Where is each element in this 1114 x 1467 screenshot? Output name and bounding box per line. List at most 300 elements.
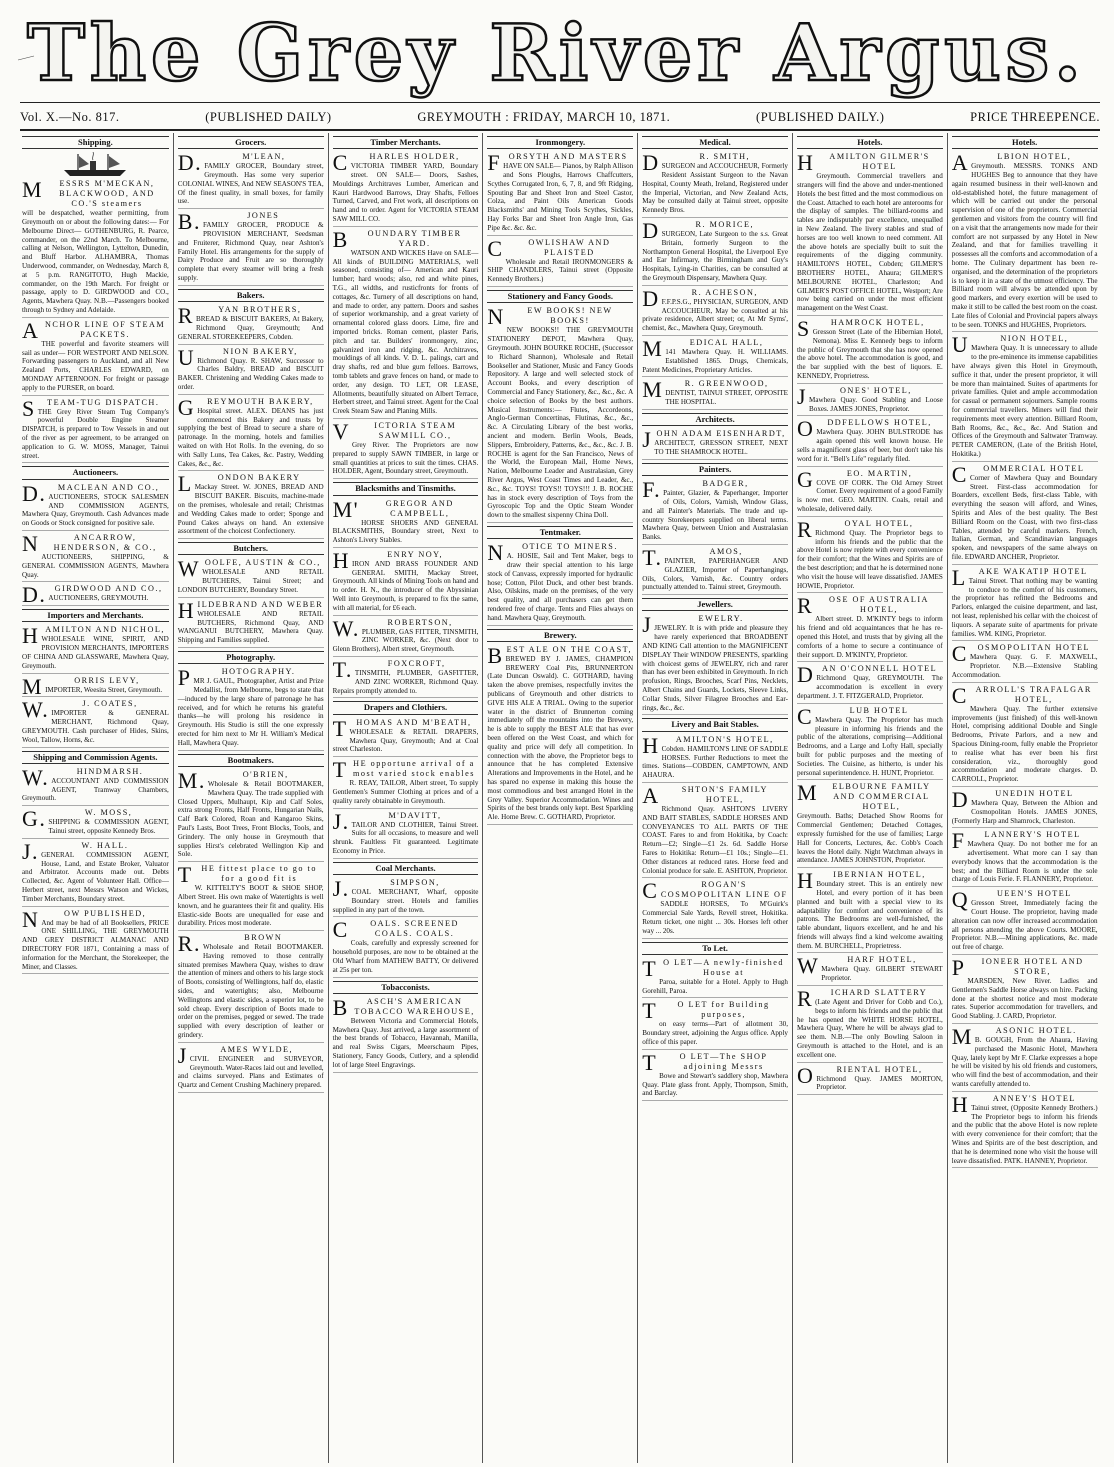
advertisement-body: Hospital street. ALEX. DEANS has just commenced this Bakery and trusts by supplying the best of Bread to secure a share of patronage. In the morning, hotels and families waited on with Hot Rolls. In the evening, do so with Sally Luns, Tea Cakes, &c. Pastry, Wedding Cakes, &c., &c. <box>177 406 324 468</box>
section-heading: Blacksmiths and Tinsmiths. <box>333 482 479 495</box>
section-heading: Jewellers. <box>642 598 788 611</box>
advertisement <box>796 516 943 594</box>
section-heading: Shipping and Commission Agents. <box>22 751 169 764</box>
advertisement-heading: COSMOPOLITAN HOTEL <box>951 641 1090 667</box>
advertisement-heading: THE fittest place to go to for a good fit is <box>177 862 317 888</box>
advertisement-body: Mawhera Quay. JOHN BULSTRODE has again opened this well known house. He sells a magnificent glass of beer, but don't take his word for it. "Bell's Life" regularly filed. <box>796 428 943 463</box>
advertisement-body: Wholesale and Retail IRONMONGERS & SHIP CHANDLERS, Tainui street (Opposite Kennedy Brothers.) <box>487 257 634 284</box>
advertisement-body: JEWELRY. It is with pride and pleasure they have rarely experienced that BROADBENT AND KING Call attention to the MAGNIFICENT DISPLAY Their WINDOW PRESENTS, sparkling with choicest gems of JEWELRY, rich and rarer than has ever been exhibited in Greymouth. In rich profusion, Rings, Brooches, Scarf Pins, Necklets, Albert Chains and Guards, Lockets, Sleeve Links, Collar Studs, Silver Filagree Brooches and Ear-rings, &c., &c. <box>642 624 788 712</box>
advertisement-heading: HILDEBRAND AND WEBER <box>177 597 324 623</box>
advertisement-body: Mawhera Quay. GILBERT STEWART Proprietor. <box>821 965 943 983</box>
section-heading: Ironmongery. <box>487 136 633 149</box>
advertisement <box>797 152 943 316</box>
advertisement-body: Bowe and Stewart's saddlery shop, Mawhera Quay. Plate glass front. Apply, Thompson, Smith, and Barclay. <box>642 1071 788 1098</box>
advertisement <box>177 344 324 395</box>
advertisement <box>642 614 788 715</box>
advertisement-heading: TO LET for Building purposes, <box>642 998 770 1024</box>
advertisement-heading: ORIENTAL HOTEL, <box>796 1062 923 1088</box>
advertisement <box>952 334 1098 461</box>
advertisement-heading: TO LET—A newly-finished House at <box>642 955 784 981</box>
advertisement <box>952 152 1098 332</box>
advertisement-heading: ASHTON'S FAMILY HOTEL, <box>642 782 768 808</box>
masthead <box>0 0 1114 100</box>
advertisement-body: SURGEON, Late Surgeon to the s.s. Great Britain, formerly Surgeon to the Northampton General Hospital, the Liverpool Eye and Ear Infirmary, the Birmingham and Guy's Hospitals, Lying-in Charities, can be consulted at the Greymouth Dispensary, Mawhera Quay. <box>642 230 788 283</box>
advertisement-body: COVE OF CORK. The Old Arney Street Corner. Every requirement of a good Family is now met. GEO. MARTIN. Coals, retail and wholesale, delivered daily. <box>796 478 943 513</box>
dateline-bottom-rule <box>20 129 1100 131</box>
advertisement-body: NEW BOOKS!! THE GREYMOUTH STATIONERY DEPOT, Mawhera Quay, Greymouth. JOHN BOURKE ROCHE, (Successor to Richard Shannon), Wholesale and Retail Bookseller and Stationer, Music and Fancy Goods Repository. A large and well selected stock of Account Books, and every description of Commercial and Fancy Stationery, &c., &c., &c. A choice selection of Books by the best authors. Musical Instruments:— Flutes, Accordeons, Anglo-German Concertinas, Flutinas, &c., &c., &c. A Circulating Library of the best works, ancient and modern. Berlin Wools, Beads, Slippers, Embroidery, Patterns, &c., &c., &c. J. B. ROCHE is agent for the San Francisco, News of the World, the European Mail, Home News, Nation, Melbourne Leader and Australasian, Grey River Argus, West Coast Times and Leader, &c., &c., &c. TOYS! TOYS!! TOYS!!! J. B. ROCHE has in stock every description of Toys from the Gyroscopic Top and the Optic Steam Wonder down to the smallest sixpenny China Doll. <box>487 326 634 520</box>
advertisement-heading: ALBION HOTEL, <box>951 150 1072 176</box>
advertisement-heading: F.BADGER, <box>642 477 749 503</box>
advertisement <box>952 957 1098 1024</box>
advertisement-body: AUCTIONEERS, GREYMOUTH. <box>48 594 149 603</box>
advertisement-body: WATSON AND WICKES Have on SALE— All kinds of BUILDING MATERIALS, well seasoned, consisting of— American and Kauri lumber; hard woods; also, red and white pines, T.G., all widths, and rusticfronts for fronts of cottages, &c. Turnery of all descriptions on hand, and made to order, any pattern. Doors and sashes of superior workmanship, and a great variety of ornamental colored glass doors. Lime, fire and imported bricks. Roman cement, plaster Paris, pitch and tar. Builders' ironmongery, zinc, galvanized iron and ridging, &c. Architraves, mouldings of all kinds. V. D. L. palings, cart and dray shafts, red and blue gum felloes. Barrows, tomb tablets and grave fences on hand, or made to order, any design. TO LET, OR LEASE, Allotments, beautifully situated on Albert Terrace, Herbert street, and Tainui street. Agent for the Coal Creek Steam Saw and Planing Mills. <box>332 248 479 416</box>
advertisement-body: Mawhera Quay. The Proprietor has much pleasure in informing his friends and the public of the alterations, comprising—Additional Bedrooms, and a Large and Lofty Hall, specially built for public purposes and the meeting of Societies. The Cuisine, as hitherto, is under his personal superintendence. H. HUNT, Proprietor. <box>796 715 943 777</box>
price: PRICE THREEPENCE. <box>970 109 1100 124</box>
advertisement-body: Tainui street, (Opposite Kennedy Brothers.) The Proprietor begs to inform his friends and the public that the above Hotel is now replete with every convenience for their comfort; that the Wines and Spirits are of the best description, and that he is determined none who visit the house will leave dissatisfied. PATK. HANNEY, Proprietor. <box>951 1103 1098 1165</box>
advertisement-heading: UNION BAKERY, <box>177 344 298 370</box>
advertisement-body: Painter, Glazier, & Paperhanger, Importer of Oils, Colors, Varnish, Window Glass, and all Painter's Materials. The trade and up-country Storekeepers supplied on liberal terms. Mawhera Quay, between Union and Australasian Banks. <box>642 489 788 542</box>
advertisement <box>952 830 1098 887</box>
advertisement-heading: HAMILTON AND NICHOL, <box>22 623 165 649</box>
advertisement-heading: HANNEY'S HOTEL <box>951 1091 1076 1117</box>
advertisement-body: B. GOUGH, From the Ahaura, Having purchased the Masonic Hotel, Mawhera Quay, lately kept by Mr F. Clarke expresses a hope he will be visited by his old friends and customers, who will find the best of accommodation, and their wants carefully attended to. <box>951 1036 1098 1089</box>
advertisement-body: (Late Agent and Driver for Cobb and Co.), begs to inform his friends and the public that he has opened the WHITE HORSE HOTEL, Mawhera Quay, Where he will be always glad to see them. N.B.—The only Bowling Saloon in Greymouth is attached to the Hotel, and is an excellent one. <box>796 998 943 1059</box>
advertisement <box>333 659 479 698</box>
advertisement-heading: CROGAN'S COSMOPOLITAN LINE OF <box>642 878 788 904</box>
advertisement <box>22 179 169 318</box>
advertisement-heading: PHOTOGRAPHY. <box>177 665 296 691</box>
advertisement-body: W. KITTELTY'S BOOT & SHOE SHOP, Albert Street. His own make of Watertights is well known, and he guarantees their fit and quality. His Elastic-side Boots are unequalled for ease and durability. Prices most moderate. <box>177 884 324 928</box>
advertisement-heading: MEDICAL HALL, <box>642 336 764 362</box>
advertisement-heading: SHAMROCK HOTEL, <box>796 316 925 342</box>
advertisement <box>22 625 169 673</box>
advertisement-heading: NANCARROW, HENDERSON, & CO., <box>22 530 157 556</box>
advertisement-columns <box>18 133 1102 1463</box>
advertisement <box>796 1062 943 1096</box>
advertisement-body: Richmond Quay. JAMES MORTON, Proprietor. <box>816 1074 943 1092</box>
advertisement-heading: TO LET—The SHOP adjoining Messrs <box>642 1049 768 1075</box>
advertisement <box>487 306 633 523</box>
advertisement <box>22 480 169 531</box>
advertisement-body: Greymouth. MESSRS. TONKS AND HUGHES Beg to announce that they have again resumed business in their well-known and old-established hotel, the future management of which will be carried out under the personal supervision of one of the proprietors. Commercial gentlemen and visitors from the country will find on a visit that the arrangements now made for their comfort are not surpassed by any Hotel in New Zealand, and that for families travelling it possesses all the comforts and accommodation of a home. The Culinary department has been re-organised, and the determination of the proprietors is to keep it in a state of the utmost efficiency. The Billiard room will always be attended upon by good markers, and every exertion will be used to make it still to be called the best room on the coast. Late files of Colonial and Provincial papers always to be seen. TONKS and HUGHES, Proprietors. <box>951 162 1098 329</box>
advertisement-heading: COMMERCIAL HOTEL <box>951 461 1085 487</box>
advertisement-body: Gresson Street, Immediately facing the Court House. The proprietor, having made alteration can now offer increased accommodation all persons attending the above Courts. MOORE, Proprietor. N.B.—Mining applications, &c. made out free of charge. <box>951 899 1098 952</box>
advertisement-heading: RICHARD SLATTERY <box>796 986 928 1012</box>
advertisement-body: Cobden. HAMILTON'S LINE OF SADDLE HORSES. Further Reductions to meet the times. Stations—COBDEN, CAMPTOWN, AND AHAURA. <box>642 744 788 780</box>
advertisement <box>333 759 479 808</box>
advertisement <box>797 318 943 384</box>
advertisement <box>22 808 169 839</box>
advertisement-heading: D.M'LEAN, <box>177 150 286 176</box>
advertisement <box>177 767 324 862</box>
advertisement-heading: CHARLES HOLDER, <box>332 150 460 176</box>
advertisement-heading: NEW BOOKS! NEW BOOKS! <box>487 304 613 330</box>
section-heading: Painters. <box>642 463 788 476</box>
advertisement-heading: DR. SMITH, <box>642 150 751 176</box>
section-heading: Importers and Merchants. <box>22 609 169 622</box>
advertisement <box>22 699 169 747</box>
advertisement-body: Grey River. The Proprietors are now prepared to supply SAWN TIMBER, in large or small quantities at prices to suit the times. CHAS. HOLDER, Agent, Boundary street, Greymouth. <box>332 441 479 476</box>
advertisement-heading: WHARF HOTEL, <box>796 953 917 979</box>
section-heading: Auctioneers. <box>22 466 169 479</box>
advertisement <box>178 305 324 344</box>
advertisement-body: Greymouth. Commercial travellers and strangers will find the above and under-mentioned Hotels the best fitted and the most commodious on the Coast. Attached to each hotel are anterooms for the display of samples. The billiard-rooms and tables are indisputably par excellence, unequalled in New Zealand. The livery stables and stud of horses are too well known to need comment. All the above hotels are specially built to suit the requirements of the digging community. HAMILTON'S HOTEL, Cobden; GILMER'S BROTHERS' HOTEL, Ahaura; GILMER'S MELBOURNE HOTEL, Charleston; And GILMER'S POST OFFICE HOTEL, Westport; Are now being carried on under the most efficient management on the West Coast. <box>796 172 943 313</box>
advertisement <box>332 226 479 419</box>
advertisement-body: TAILOR AND CLOTHIER, Tainui Street. Suits for all occasions, to measure and well shrunk. Faultless Fit guaranteed. Legitimate Economy in Price. <box>332 820 479 855</box>
advertisement <box>178 473 324 539</box>
advertisement-body: R. REAY, TAILOR, Albert street, To supply Gentlemen's Summer Clothing at prices and of a quality rarely obtainable in Greymouth. <box>332 779 479 805</box>
advertisement-heading: M.O'BRIEN, <box>177 767 289 793</box>
advertisement-body: SHIPPING & COMMISSION AGENT, Tainui street, opposite Kennedy Bros. <box>48 818 169 836</box>
place-and-date: GREYMOUTH : FRIDAY, MARCH 10, 1871. <box>417 109 671 124</box>
advertisement <box>642 732 788 783</box>
advertisement <box>22 764 169 806</box>
advertisement-body: on easy terms—Part of allotment 30, Boundary street, adjoining the Argus office. Apply office of this paper. <box>642 1020 788 1046</box>
advertisement-heading: ANCHOR LINE OF STEAM PACKETS. <box>22 317 166 343</box>
advertisement-body: 141 Mawhera Quay. H. WILLIAMS. Established 1865. Drugs, Chemicals, Patent Medicines, Proprietary Articles. <box>642 348 788 374</box>
advertisement-body: will be despatched, weather permitting, from Greymouth on or about the following dates:— For Melbourne Direct— GOTHENBURG, R. Pearce, commander, on the 22nd March. To Melbourne, calling at Nelson, Wellington, Lyttelton, Dunedin, and Bluff Harbor. ALHAMBRA, Thomas Underwood, commander, on Wednesday, March 8, at 5 p.m. RANGITOTO, Hugh Mackie, commander, on the 19th March. For freight or passage, apply to D. GIRDWOOD and CO., Agents, Mawhera Quay. N.B.—Passengers booked through to Sydney and Adelaide. <box>22 209 169 315</box>
advertisement-body: ARCHITECT, GRESSON STREET, NEXT TO THE SHAMROCK HOTEL. <box>654 439 788 457</box>
advertisement <box>22 317 169 396</box>
advertisement-body: Richmond Quay. R. SHAW, Successor to Charles Baldry, BREAD and BISCUIT BAKER. Christening and Wedding Cakes made to order. <box>177 356 324 391</box>
advertisement-heading: FLANNERY'S HOTEL <box>951 828 1081 854</box>
advertisement <box>178 211 324 286</box>
published-daily-left: (PUBLISHED DAILY) <box>205 109 332 124</box>
section-heading: Brewery. <box>487 629 633 642</box>
advertisement <box>952 1026 1098 1092</box>
advertisement <box>332 496 479 548</box>
advertisement <box>951 1091 1098 1169</box>
advertisement <box>22 530 169 582</box>
advertisement-heading: J.SIMPSON, <box>332 876 440 902</box>
advertisement <box>22 584 169 606</box>
advertisement <box>952 889 1098 955</box>
masthead-title: The Grey River Argus. <box>27 8 1087 99</box>
advertisement-heading: HIBERNIAN HOTEL, <box>796 868 926 894</box>
advertisement <box>642 547 788 595</box>
advertisement-heading: HAMILTON'S HOTEL, <box>642 732 774 758</box>
advertisement <box>797 782 943 868</box>
section-heading: Tentmaker. <box>487 526 633 539</box>
section-heading: Timber Merchants. <box>333 136 479 149</box>
advertisement-body: Wholesale & Retail BOOTMAKER, Mawhera Quay. The trade supplied with Closed Uppers, Mulhaupt, Kip and Calf Soles, extra strong Fronts, Half Fronts, Hungarian Nails, Calf Bark Colored, Roan and Kangaroo Skins, Paul's Lasts, Boot Trees, Front Blocks, Tools, and Grindery. The only house in Greymouth that supplies Hirst's celebrated Wellington Kip and Sole. <box>177 779 324 859</box>
advertisement <box>951 564 1098 642</box>
advertisement <box>332 615 479 657</box>
published-daily-right: (PUBLISHED DAILY.) <box>756 109 885 124</box>
advertisement <box>642 955 788 999</box>
advertisement <box>487 542 633 625</box>
advertisement-heading: ROYAL HOTEL, <box>796 516 914 542</box>
advertisement <box>177 394 324 472</box>
advertisement-body: AUCTIONEERS, SHIPPING, & GENERAL COMMISSION AGENTS, Mawhera Quay. <box>22 552 169 579</box>
advertisement <box>797 870 943 953</box>
advertisement <box>796 383 943 417</box>
advertisement-body: Boundary street. This is an entirely new Hotel, and every portion of it has been planned and built with a special view to its adaptability for comfort and convenience of its patrons. The Bedrooms are well-furnished, the table abundant, liquors excellent, and he and his friends will always find a kind welcome awaiting them. M. BURCHELL, Proprietress. <box>796 880 943 950</box>
advertisement-heading: W.HINDMARSH. <box>22 764 144 790</box>
advertisement <box>22 838 169 907</box>
advertisement-body: Paroa, suitable for a Hotel. Apply to Hugh Gorehill, Paroa. <box>642 977 788 995</box>
advertisement-body: And may be had of all Booksellers, PRICE ONE SHILLING, THE GREYMOUTH AND GREY DISTRICT ALMANAC AND DIRECTORY FOR 1871, Containing a mass of information for the Merchant, the Storekeeper, the Miner, and Classes. <box>22 918 169 971</box>
advertisement-body: WHOLESALE & RETAIL DRAPERS, Mawhera Quay, Greymouth; And at Coal street Charleston. <box>332 727 479 754</box>
advertisement-body: AUCTIONEERS, STOCK SALESMEN AND COMMISSION AGENTS, Mawhera Quay, Greymouth. Cash Advances made on Goods or Stock consigned for positive sale. <box>22 492 169 528</box>
advertisement-heading: JEWELRY. <box>642 612 744 638</box>
advertisement-body: Mackay Street. W. JONES, BREAD AND BISCUIT BAKER. Biscuits, machine-made on the premises, wholesale and retail; Christmas and Wedding Cakes made to order; Sponge and Pound Cakes always on hand. An extensive assortment of the choicest Confectionery. <box>177 483 324 536</box>
masthead-title-graphic <box>0 0 1114 100</box>
advertisement-heading: BASCH'S AMERICAN TOBACCO WAREHOUSE, <box>332 994 475 1020</box>
advertisement-heading: MELBOURNE FAMILY AND COMMERCIAL HOTEL, <box>796 780 931 812</box>
column-7 <box>947 133 1102 1463</box>
advertisement-body: Richmond Quay. ASHTON'S LIVERY AND BAIT STABLES, SADDLE HORSES AND CONVEYANCES TO ALL PARTS OF THE COAST. Fares to and from Hokitika, by Coach: Return—£2; Single—£1 2s. 6d. Saddle Horse Fares to Hokitika: Return—£1 10s.; Single—£1. Other distances at reduced rates. Horse feed and Colonial produce for sale. E. ASHTON, Proprietor. <box>642 804 788 875</box>
advertisement-body: TINSMITH, PLUMBER, GASFITTER, AND ZINC WORKER, Richmond Quay. Repairs promptly attended to. <box>332 669 479 695</box>
advertisement-heading: DR. ACHESON, <box>642 285 758 311</box>
section-heading: Butchers. <box>178 542 324 555</box>
advertisement-body: THE powerful and favorite steamers will sail as under— FOR WESTPORT AND NELSON. Forwarding passengers to Auckland, and all New Zealand Ports, CHARLES EDWARD, on MONDAY AFTERNOON. For freight or passage apply to the PURSER, on board. <box>22 339 169 392</box>
advertisement-body: F.F.P.S.G., PHYSICIAN, SURGEON, AND ACCOUCHEUR, May be consulted at his private residence, Albert street; or, At Mr Syms', chemist, &c., Mawhera Quay, Greymouth. <box>642 297 788 333</box>
advertisement-body: PLUMBER, GAS FITTER, TINSMITH, ZINC WORKER, &c. (Next door to Glenn Brothers), Albert street, Greymouth. <box>332 627 479 654</box>
advertisement <box>178 152 324 209</box>
advertisement-heading: COALS. SCREENED COALS. COALS. <box>332 917 459 943</box>
advertisement-body: DENTIST, TAINUI STREET, OPPOSITE THE HOSPITAL. <box>665 389 788 407</box>
advertisement <box>332 715 479 757</box>
advertisement-body: FAMILY GROCER, Boundary street, Greymouth. Has some very superior COLONIAL WINES, And NEW SEASON'S TEA, Of the finest quality, in small boxes, for family use. <box>177 162 324 206</box>
advertisement <box>487 235 634 287</box>
advertisement-heading: G.W. MOSS, <box>22 806 133 832</box>
advertisement <box>22 673 169 699</box>
advertisement-heading: MESSRS M'MECKAN, BLACKWOOD, AND CO.'S steamers <box>22 177 155 209</box>
advertisement-body: VICTORIA TIMBER YARD, Boundary street. ON SALE— Doors, Sashes, Mouldings Architraves Lumber, American and Kauri Hardwood Barrows, Dray Shafts, Felloes Turned, Carved, and Fret work, all descriptions on hand and to order. Agent for VICTORIA STEAM SAW MILL CO. <box>332 162 479 224</box>
advertisement-body: WHOLESALE AND RETAIL BUTCHERS, Richmond Quay, AND WANGANUI BUTCHERY, Mawhera Quay. Shipping and Families supplied. <box>177 609 324 645</box>
advertisement-heading: CLUB HOTEL <box>796 703 909 729</box>
advertisement-body: Mawhera Quay, Between the Albion and Cosmopolitan Hotels. JAMES JONES, (Formerly Harp and Shamrock, Charleston. <box>951 798 1098 825</box>
advertisement <box>797 664 943 703</box>
dateline <box>20 106 1100 128</box>
advertisement-heading: UNION HOTEL, <box>951 332 1069 358</box>
advertisement-body: Mawhera Quay. The further extensive improvements (just finished) of this well-known Hotel, comprising additional Double and Single Bedrooms, Private Parlors, and a new and Spacious Dining-room, fully enable the Proprietor to realise what has ever been his first consideration, viz., thoroughly good accommodation and moderate charges. D. CARROLL, Proprietor. <box>951 704 1098 784</box>
advertisement <box>332 808 479 859</box>
advertisement <box>332 994 479 1073</box>
section-heading: Bakers. <box>178 289 324 302</box>
advertisement <box>951 682 1098 787</box>
advertisement-heading: NOW PUBLISHED, <box>22 906 147 932</box>
advertisement-body: Mawhera Quay. Good Stabling and Loose Boxes. JAMES JONES, Proprietor. <box>809 395 943 413</box>
steamship-illustration <box>22 152 169 178</box>
advertisement-body: BREWED BY J. JAMES, CHAMPION BREWERY Coal Pits, BRUNNERTON (Late Duncan Oswald). C. GOTHARD, having taken the above premises, respectfully invites the publicans of Greymouth and other districts to GIVE HIS ALE A TRIAL. Owing to the superior water in the district of Brunnerton coming immediately off the mountains into the Brewery, he is able to supply the BEST ALE that has ever been offered on the West Coast, and which for quality and price will defy all competition. In connection with the above, the Proprietor begs to announce that he has completed Extensive Alterations and Improvements in the Hotel, and he has spared no expense in making this house the most commodious and best arranged Hotel in the Grey Valley. Superior Accommodation. Wines and Spirits of the best brands only kept. Best Sparkling Ale. Home Brew. C. GOTHARD, Proprietor. <box>487 654 634 822</box>
advertisement <box>642 429 788 460</box>
advertisement-heading: GREYMOUTH BAKERY, <box>177 394 314 420</box>
advertisement-heading: DAN O'CONNELL HOTEL <box>796 662 938 688</box>
advertisement <box>487 642 634 825</box>
advertisement-heading: ROSE OF AUSTRALIA HOTEL, <box>796 593 929 619</box>
advertisement <box>487 152 633 235</box>
column-5 <box>637 133 792 1463</box>
advertisement-body: IRON AND BRASS FOUNDER AND GENERAL SMITH, Mackay Street, Greymouth. All kinds of Mining Tools on hand and to order. H. N., the introducer of the Abyssinian Well into Greymouth, is prepared to fix the same, with all material, for £6 each. <box>332 559 479 612</box>
advertisement-body: WHOLESALE AND RETAIL BUTCHERS, Tainui Street; and LONDON BUTCHERY, Boundary Street. <box>177 568 324 594</box>
advertisement-body: GENERAL COMMISSION AGENT, House, Land, and Estate Broker, Valuator and Arbitrator. Accounts made out. Debts Collected, &c. Agent of Volunteer Hall. Office—Herbert street, next Messrs Watson and Wickes, Timber Merchants, Boundary street. <box>22 850 169 903</box>
advertisement-heading: HAMILTON GILMER'S HOTEL <box>796 150 930 176</box>
section-heading: Drapers and Clothiers. <box>333 701 479 714</box>
advertisement <box>178 667 324 750</box>
advertisement <box>642 220 788 286</box>
advertisement-heading: HENRY NOY, <box>332 547 444 573</box>
advertisement-heading: B.JONES <box>177 209 280 235</box>
advertisement <box>642 1000 788 1049</box>
advertisement <box>797 418 943 466</box>
advertisement <box>333 878 479 917</box>
advertisement <box>642 338 788 377</box>
advertisement <box>642 285 788 336</box>
advertisement-body: MR J. GAUL, Photographer, Artist and Prize Medallist, from Melbourne, begs to state that—induced by the large share of patronage he has received, and for which he returns his grateful thanks—he will prolong his residence in Greymouth. His Studio is still the one expressly erected for him next to Mr H. William's Medical Hall, Mawhera Quay. <box>177 677 324 747</box>
advertisement-body: IMPORTER, Weesita Street, Greymouth. <box>45 685 163 694</box>
advertisement <box>332 547 479 616</box>
advertisement <box>178 864 324 931</box>
column-3 <box>328 133 483 1463</box>
section-heading: Tobacconists. <box>333 981 479 994</box>
advertisement-body: SADDLE HORSES, To M'Guirk's Commercial Sale Yards, Revell street, Hokitika. Return ticket, one night ... 30s. Horses left other way ... 20s. <box>642 900 788 935</box>
advertisement-heading: BOUNDARY TIMBER YARD. <box>332 226 462 252</box>
advertisement-body: Between Victoria and Commercial Hotels, Mawhera Quay. Just arrived, a large assortment of the best brands of Tobacco, Havannah, Manilla, and real Swiss Cigars, Meerschaum Pipes, Stationery, Fancy Goods, Cutlery, and a splendid lot of large Steel Engravings. <box>332 1016 479 1069</box>
advertisement-heading: QUEEN'S HOTEL <box>951 887 1072 913</box>
advertisement-body: Greymouth. Baths; Detached Show Rooms for Commercial Gentlemen; Detached Cottages, expressly furnished for the use of families; Large Hall for Concerts, Lectures, &c. Cobb's Coach leaves the Hotel daily. Night Watchman always in attendance. JAMES JOHNSTON, Proprietor. <box>796 812 943 865</box>
advertisement-body: ACCOUNTANT AND COMMISSION AGENT, Tramway Chambers, Greymouth. <box>22 776 169 803</box>
advertisement <box>797 595 943 662</box>
advertisement <box>177 597 324 648</box>
advertisement-heading: DR. MORICE, <box>642 218 754 244</box>
advertisement-heading: J.M'DAVITT, <box>332 808 442 834</box>
advertisement-body: Tainui Street. That nothing may be wanting to conduce to the comfort of his customers, the proprietor has refitted the Bedrooms and Parlors, enlarged the cuisine department, and last, not least, replenished his cellar with the choicest of liquors. A separate suite of apartments for private families. WM. KING, Proprietor. <box>951 576 1098 638</box>
advertisement-heading: T.FOXCROFT, <box>332 657 446 683</box>
section-heading: Coal Merchants. <box>333 862 479 875</box>
advertisement-heading: THOMAS AND M'BEATH, <box>332 715 472 741</box>
column-6 <box>792 133 947 1463</box>
advertisement <box>22 395 169 464</box>
advertisement <box>177 1042 324 1093</box>
advertisement-heading: THE opportune arrival of a most varied stock enables <box>332 757 475 783</box>
advertisement-body: HAVE ON SALE— Pianos, by Ralph Allison and Sons Ploughs, Harrows Chaffcutters, Scythes Corrugated Iron, 6, 7, 8, and 9ft Ridging, Spouting Bar and Sheet Iron and Steel Castor, Colza, and Paint Oils American Goods Blacksmiths' and Mining Tools Scythes, Sickles, Hay Forks Bar and Sheet Iron Angle Iron, Gas Pipe &c. &c. &c. <box>487 162 634 232</box>
advertisement-heading: R.BROWN <box>177 931 283 957</box>
advertisement <box>642 880 788 938</box>
advertisement-heading: MASONIC HOTEL. <box>951 1024 1077 1050</box>
advertisement <box>642 1049 788 1101</box>
advertisement-heading: NOTICE TO MINERS. <box>487 540 618 566</box>
advertisement <box>22 906 169 975</box>
advertisement-heading: JAMES WYLDE, <box>177 1042 294 1068</box>
section-heading: Livery and Bait Stables. <box>642 718 788 731</box>
advertisement-heading: FORSYTH AND MASTERS <box>487 150 628 176</box>
advertisement-heading: STEAM-TUG DISPATCH. <box>22 395 160 421</box>
advertisement-heading: RYAN BROTHERS, <box>177 303 302 329</box>
column-4 <box>482 133 637 1463</box>
section-heading: Hotels. <box>952 136 1098 149</box>
advertisement-heading: D.GIRDWOOD AND CO., <box>22 582 163 608</box>
advertisement-heading: JONES' HOTEL, <box>796 383 912 409</box>
advertisement-body: BREAD & BISCUIT BAKERS, At Bakery, Richmond Quay, Greymouth; And GENERAL STOREKEEPERS, Cobden. <box>177 315 324 341</box>
advertisement-heading: VICTORIA STEAM SAWMILL CO., <box>332 419 457 445</box>
advertisement <box>333 919 479 977</box>
advertisement-heading: PIONEER HOTEL AND STORE, <box>951 955 1084 981</box>
advertisement-body: COAL MERCHANT, Wharf, opposite Boundary street. Hotels and families supplied in any part of the town. <box>332 888 479 914</box>
advertisement-heading: D.MACLEAN AND CO., <box>22 480 160 506</box>
advertisement-heading: M'GREGOR AND CAMPBELL, <box>332 496 454 522</box>
section-heading: To Let. <box>642 942 788 955</box>
section-heading: Grocers. <box>178 136 324 149</box>
advertisement-body: CIVIL ENGINEER and SURVEYOR, Greymouth. Water-Races laid out and levelled, and claims surveyed. Plans and Estimates of Quartz and Cement Crushing Machinery prepared. <box>177 1054 324 1090</box>
advertisement <box>952 643 1098 682</box>
advertisement <box>642 379 788 410</box>
advertisement-heading: LAKE WAKATIP HOTEL <box>951 564 1088 590</box>
advertisement-heading: JOHN ADAM EISENHARDT, <box>642 427 786 453</box>
advertisement-heading: MR. GREENWOOD, <box>642 377 769 403</box>
section-heading: Bootmakers. <box>178 754 324 767</box>
advertisement-heading: J.W. HALL. <box>22 838 129 864</box>
advertisement-heading: ODDFELLOWS HOTEL, <box>796 416 932 442</box>
advertisement-heading: W.J. COATES, <box>22 697 138 723</box>
advertisement-body: FAMILY GROCER, PRODUCE & PROVISION MERCHANT, Seedsman and Fruiterer, Richmond Quay, near Ashton's Family Hotel. His arrangements for the supply of Dairy Produce and Fruit are so thoroughly complete that every steamer will bring a fresh supply. <box>177 221 324 283</box>
advertisement-heading: DUNEDIN HOTEL <box>951 786 1074 812</box>
section-heading: Hotels. <box>797 136 943 149</box>
advertisement-body: Gresson Street (Late of the Hibernian Hotel, Nemona). Miss E. Kennedy begs to inform the public of Greymouth that she has now opened the above hotel. The accommodation is good, and the bar supplied with the best of liquors. E. KENNEDY, Proprietress. <box>796 328 943 381</box>
advertisement-body: Mawhera Quay. Do not bother me for an advertisement. What more can I say than everybody knows that the accommodation is the best; and the Billiard Room is under the sole charge of Louis Ferie. F. FLANNERY, Proprietor. <box>951 840 1098 884</box>
advertisement-body: MARSDEN, New River. Ladies and Gentlemen's Saddle Horse always on hire. Packing done at the shortest notice and most moderate rates. Superior accommodation for travellers, and Good Stabling. J. CARD, Proprietor. <box>951 977 1098 1021</box>
advertisement-body: PAINTER, PAPERHANGER AND GLAZIER, Importer of Paperhangings, Oils, Colors, Varnish, &c. Country orders punctually attended to. Tainui street, Greymouth. <box>642 557 788 592</box>
section-heading: Architects. <box>642 413 788 426</box>
advertisement-body: Corner of Mawhera Quay and Boundary Street. First-class accommodation for Boarders, excellent Beds, first-class Table, with everything the season will afford, and Wines, Spirits and Ales of the best quality. The Best Billiard Room on the Coast, with two first-class Tables, attended by careful markers. French, Italian, German, and Scandinavian languages spoken, and newspapers of the same always on file. EDWARD ANCHER, Proprietor. <box>951 473 1098 561</box>
advertisement <box>796 466 943 517</box>
section-heading: Shipping. <box>22 136 169 149</box>
advertisement-heading: T.AMOS, <box>642 545 743 570</box>
column-1 <box>18 133 173 1463</box>
advertisement-body: HORSE SHOERS AND GENERAL BLACKSMITHS, Boundary street, Next to Ashton's Livery Stables. <box>332 518 479 545</box>
advertisement-heading: COWLISHAW AND PLAISTED <box>487 235 611 261</box>
advertisement <box>178 933 324 1043</box>
section-heading: Photography. <box>178 651 324 664</box>
advertisement-body: Mawhera Quay. It is unnecessary to allude to the pre-eminence its immense capabilities have always given this Hotel in Greymouth, suffice it that, under the present proprietor, it will be more than maintained. Suites of apartments for private families. Quiet and ample accommodation for casual or permanent sojourners. Sample rooms for commercial travellers. Miners will find their requirements meet every attention. Billiard Room, Bath Rooms, &c., &c., &c. And Station and Offices of the Greymouth and Saltwater Tramway. PETER CAMERON, (Late of the British Hotel, Hokitika.) <box>951 344 1098 458</box>
advertisement-body: SURGEON and ACCOUCHEUR, Formerly Resident Assistant Surgeon to the Navan Hospital, County Meath, Ireland, Registered under the Imperial, Victorian, and New Zealand Acts, May be consulted daily at Tainui street, opposite Kennedy Bros. <box>642 162 788 215</box>
volume-number: Vol. X.—No. 817. <box>20 109 120 124</box>
advertisement-body: Albert street. D. M'KINTY begs to inform his friend and old acquaintances that he has re-opened this Hotel, and trusts that by giving all the comforts of a home to secure a continuance of their support. D. M'KINTY, Proprietor. <box>796 615 943 659</box>
advertisement <box>333 152 479 227</box>
advertisement-heading: MORRIS LEVY, <box>22 673 140 699</box>
advertisement <box>951 461 1098 565</box>
section-heading: Stationery and Fancy Goods. <box>487 290 633 303</box>
advertisement-body: IMPORTER & GENERAL MERCHANT, Richmond Quay, GREYMOUTH. Cash purchaser of Hides, Skins, Wool, Tallow, Horns, &c. <box>22 709 169 744</box>
advertisement <box>333 421 479 479</box>
advertisement-body: THE Grey River Steam Tug Company's powerful Double Engine Steamer DISPATCH, is prepared to Tow Vessels in and out of the river as per agreement, to be arranged on application to G. W. MOSS, Manager, Tainui street. <box>22 407 169 460</box>
dateline-top-rule <box>20 102 1100 103</box>
advertisement <box>642 152 788 218</box>
advertisement <box>642 782 788 878</box>
column-2 <box>173 133 328 1463</box>
advertisement-heading: BEST ALE ON THE COAST, <box>487 642 633 668</box>
advertisement-heading: W.ROBERTSON, <box>332 615 453 641</box>
advertisement <box>796 703 943 781</box>
advertisement-heading: CARROLL'S TRAFALGAR HOTEL, <box>951 682 1092 708</box>
advertisement <box>642 479 788 545</box>
advertisement-body: Richmond Quay, GREYMOUTH. The accommodation is excellent in every department. J. T. FITZGERALD, Proprietor. <box>796 674 943 700</box>
advertisement-heading: LONDON BAKERY <box>177 471 301 497</box>
advertisement <box>797 955 943 986</box>
advertisement <box>951 786 1098 828</box>
advertisement <box>797 988 943 1063</box>
advertisement-heading: WOOLFE, AUSTIN & CO., <box>177 556 321 582</box>
advertisement-body: Wholesale and Retail BOOTMAKER. Having removed to those centrally situated premises Mawhera Quay, wishes to draw the attention of miners and others to his large stock of Boots, consisting of Wellingtons, half do, elastic sides, and watertights; also, Melbourne Wellingtons and elastic sides, a superior lot, to be sold cheap. Every description of Boots made to order on the premises, pegged or sewed. The trade supplied with every description of leather or grindery. <box>177 943 324 1040</box>
advertisement-heading: GEO. MARTIN, <box>796 466 913 492</box>
advertisement-body: Mawhera Quay. G. F. MAXWELL, Proprietor. N.B.—Extensive Stabling Accommodation. <box>951 653 1098 679</box>
advertisement-body: Richmond Quay. The Proprietor begs to inform his friends and the public that the above Hotel is now replete with every convenience for their comfort; that the Wines and Spirits are of the best description; and that he is determined none who visit the house will leave dissatisfied. JAMES HOWIE, Proprietor. <box>796 528 943 590</box>
advertisement-body: A. HOSIE, Sail and Tent Maker, begs to draw their special attention to his large stock of Canvass, expressly imported for hydraulic hose; Cotton, Pilot Duck, and other best brands. Also, Oilskins, made on the premises, of the very best quality, and all purchasers can get them rendered free of charge. Tents and Flies always on hand. Mawhera Quay, Greymouth. <box>487 552 634 622</box>
advertisement-body: Coals, carefully and expressly screened for household purposes, are now to be obtained at the Old Wharf from MATHEW BATTY, Or delivered at 25s per ton. <box>332 939 479 974</box>
section-heading: Medical. <box>642 136 788 149</box>
advertisement-body: WHOLESALE WINE, SPIRIT, AND PROVISION MERCHANTS, IMPORTERS OF CHINA AND GLASSWARE, Mawhera Quay, Greymouth. <box>22 635 169 670</box>
